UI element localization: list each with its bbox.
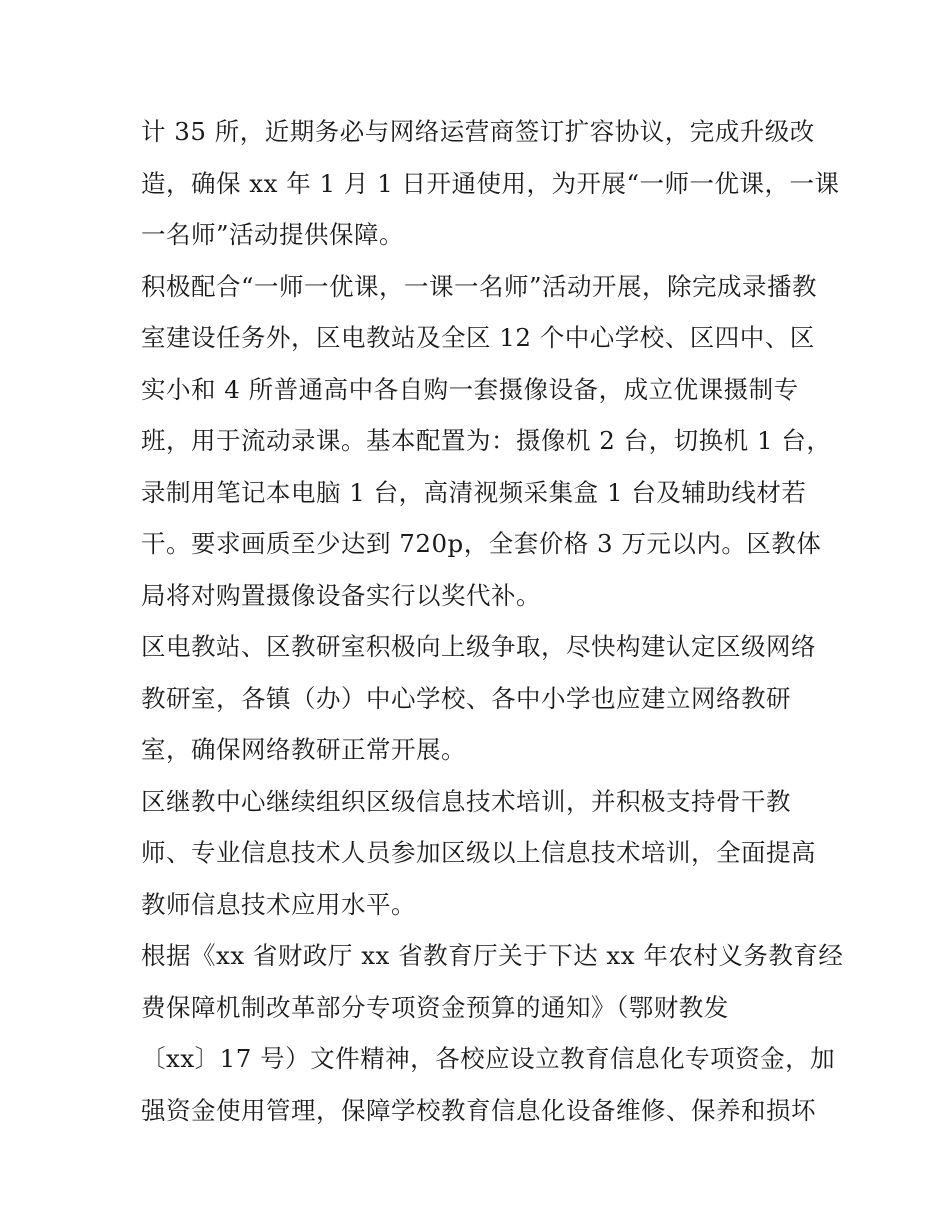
- text-line: 室，确保网络教研正常开展。: [141, 735, 466, 764]
- text-line: 教师信息技术应用水平。: [141, 889, 416, 919]
- text-line: 〔xx〕17 号）文件精神，各校应设立教育信息化专项资金，加: [141, 1044, 836, 1073]
- text-line: 录制用笔记本电脑 1 台，高清视频采集盒 1 台及辅助线材若: [141, 477, 807, 507]
- text-line: 造，确保 xx 年 1 月 1 日开通使用，为开展“一师一优课，一课: [141, 168, 840, 198]
- text-line: 区电教站、区教研室积极向上级争取，尽快构建认定区级网络: [141, 632, 816, 661]
- text-line: 一名师”活动提供保障。: [141, 220, 405, 249]
- text-line: 教研室，各镇（办）中心学校、各中小学也应建立网络教研: [141, 683, 791, 713]
- text-line: 师、专业信息技术人员参加区级以上信息技术培训，全面提高: [141, 838, 816, 867]
- text-line: 根据《xx 省财政厅 xx 省教育厅关于下达 xx 年农村义务教育经: [141, 941, 844, 970]
- document-body: [141, 106, 844, 1136]
- text-line: 费保障机制改革部分专项资金预算的通知》（鄂财教发: [141, 992, 729, 1022]
- text-line: 区继教中心继续组织区级信息技术培训，并积极支持骨干教: [141, 786, 791, 816]
- text-line: 强资金使用管理，保障学校教育信息化设备维修、保养和损坏: [141, 1095, 816, 1125]
- text-line: 室建设任务外，区电教站及全区 12 个中心学校、区四中、区: [141, 323, 815, 352]
- text-line: 计 35 所，近期务必与网络运营商签订扩容协议，完成升级改: [141, 117, 815, 146]
- text-line: 干。要求画质至少达到 720p，全套价格 3 万元以内。区教体: [141, 529, 822, 558]
- text-line: 班，用于流动录课。基本配置为：摄像机 2 台，切换机 1 台，: [141, 426, 832, 455]
- text-line: 实小和 4 所普通高中各自购一套摄像设备，成立优课摄制专: [141, 374, 799, 404]
- text-line: 局将对购置摄像设备实行以奖代补。: [141, 580, 541, 610]
- text-line: 积极配合“一师一优课，一课一名师”活动开展，除完成录播教: [141, 271, 818, 301]
